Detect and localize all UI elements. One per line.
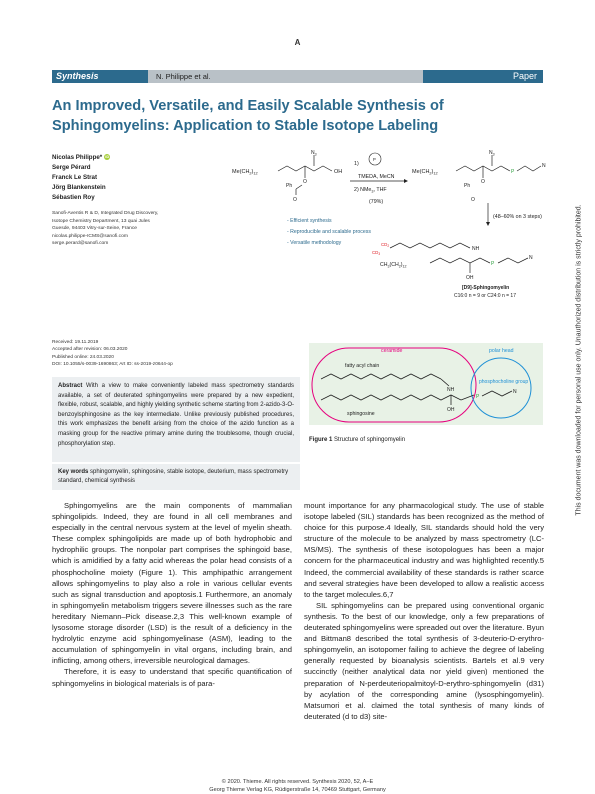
download-notice	[572, 70, 586, 650]
svg-text:O: O	[293, 197, 297, 203]
affiliation-line: Guesde, 94403 Vitry-sur-Seine, France	[52, 226, 137, 232]
author-list	[52, 153, 202, 203]
body-paragraph: Therefore, it is easy to understand that specific quantification of sphingomyelins in biological materials is of para-	[52, 667, 292, 688]
journal-header-bar	[52, 70, 543, 83]
author-name: Nicolas Philippe* iD	[52, 154, 110, 161]
page-footer	[0, 778, 595, 794]
svg-text:CD2: $CD_2$	[381, 242, 390, 249]
svg-text:Me(CH2)12: $Me(CH_2)_{12}$	[232, 169, 258, 176]
article-type: Paper	[423, 70, 543, 83]
graphical-abstract-scheme	[232, 145, 554, 305]
svg-text:OH: OH	[334, 169, 343, 175]
affiliation-line: Sanofi-Aventis R & D, Integrated Drug Discovery,	[52, 211, 159, 216]
svg-text:O: O	[303, 179, 307, 185]
svg-text:CH3(CH2)12: $CH_3(CH_2)_{12}$	[380, 262, 407, 269]
author-name: Serge Pérard	[52, 164, 91, 171]
email-link[interactable]: nicolas.philippe-ICMS@sanofi.com	[52, 233, 128, 239]
phosphocholine-label: phosphocholine group	[479, 379, 529, 385]
svg-text:N3: $N_3$	[311, 150, 317, 157]
body-column-right	[304, 500, 544, 782]
svg-text:O: O	[471, 197, 475, 203]
figure-caption-label: Figure 1	[309, 437, 333, 443]
svg-text:P: P	[491, 261, 495, 267]
svg-text:OH: OH	[466, 275, 474, 281]
header-authors: N. Philippe et al.	[156, 72, 211, 81]
hydroxyl-label: OH	[447, 407, 455, 413]
abstract-text: With a view to make conveniently labeled mass spectrometry standards available, a set of deuterated sphingomyelins were prepared by a new expedient, flexible, robust, scalable, and highly yielding synthetic scheme starting from 2-azido-3-O-benzoylsphingosine as the key intermediate. Unlike previously published procedures, this work emphasizes the benefit arising from the choice of the azido function as a masking group for the reactive primary amine during the troublesome, though crucial, phosphorylation step.	[58, 383, 294, 447]
svg-text:N: N	[542, 163, 546, 169]
affiliation-line: Isotope Chemistry Department, 13 quai Jules	[52, 218, 150, 224]
doi-link[interactable]: DOI: 10.1055/s-0039-1690863; Art ID: ss-2019-z0644-op	[52, 361, 173, 367]
ceramide-label: ceramide	[381, 348, 403, 354]
figure-1	[309, 343, 543, 425]
svg-text:N: N	[529, 255, 533, 261]
date-accepted: Accepted after revision: 06.03.2020	[52, 347, 128, 353]
author-name: Franck Le Strat	[52, 174, 98, 181]
orcid-icon[interactable]: iD	[105, 154, 110, 160]
body-column-left	[52, 500, 292, 782]
affiliation	[52, 210, 202, 248]
svg-text:P: P	[373, 157, 376, 162]
svg-text:P: P	[511, 169, 515, 175]
article-dates	[52, 339, 292, 368]
abstract-label: Abstract	[58, 383, 83, 389]
download-notice-text: This document was downloaded for personal use only. Unauthorized distribution is strictly prohibited.	[575, 204, 583, 516]
svg-text:O: O	[481, 179, 485, 185]
date-published: Published online: 24.03.2020	[52, 354, 114, 360]
copyright-line: © 2020. Thieme. All rights reserved. Synthesis 2020, 52, A–E	[221, 779, 374, 785]
date-received: Received: 19.11.2019	[52, 340, 99, 345]
figure-caption-text: Structure of sphingomyelin	[334, 437, 406, 443]
journal-name: Synthesis	[52, 70, 148, 83]
svg-text:Me(CH2)12: $Me(CH_2)_{12}$	[412, 169, 438, 176]
author-name: Sébastien Roy	[52, 194, 95, 201]
keywords-text: sphingomyelin, sphingosine, stable isotope, deuterium, mass spectrometry standard, chemical synthesis	[58, 469, 289, 484]
svg-text:- Efficient synthesis: - Efficient synthesis	[287, 218, 332, 224]
svg-text:[D9]-Sphingomyelin: [D9]-Sphingomyelin	[462, 285, 510, 291]
fatty-acyl-label: fatty acyl chain	[345, 363, 380, 369]
body-paragraph: SIL sphingomyelins can be prepared using conventional organic synthesis. To the best of our knowledge, only a few preparations of deuterated sphingomyelins were spreaded out over the literature. Byun and Bittman8 described the total synthesis of 3-deuterio-D-erythro-sphingomyelin, an isotopomer failing to achieve the degree of labeling generally requested by bioanalysis scientists. Bartels et al.9 very succinctly (neither analytical data nor yield given) mentioned the preparation of N-perdeuteriopalmitoyl-D-erythro-sphingomyelin (d31) by acylation of the corresponding amine (lysosphingomyelin). Matsumori et al. claimed the total synthesis of many kinds of deuterated (d to d3) site-	[304, 600, 544, 721]
svg-text:CD3: $CD_3$	[372, 250, 381, 257]
svg-text:1): 1)	[354, 161, 359, 167]
email-link[interactable]: serge.perard@sanofi.com	[52, 241, 109, 247]
article-title: An Improved, Versatile, and Easily Scalable Synthesis of Sphingomyelins: Application to Stable Isotope Labeling	[52, 98, 444, 134]
publisher-line: Georg Thieme Verlag KG, Rüdigerstraße 14, 70469 Stuttgart, Germany	[209, 787, 386, 793]
phosphorus-label: P	[476, 394, 480, 400]
svg-text:NH: NH	[472, 246, 480, 252]
author-name: Jörg Blankenstein	[52, 184, 106, 191]
keywords-label: Key words	[58, 469, 89, 475]
svg-text:C16:0 n = 9 or C24:0 n = 17: C16:0 n = 9 or C24:0 n = 17	[454, 293, 516, 299]
abstract-panel	[52, 377, 300, 462]
svg-text:- Reproducible and scalable pr: - Reproducible and scalable process	[287, 229, 371, 235]
svg-text:- Versatile methodology: - Versatile methodology	[287, 240, 342, 246]
svg-text:Ph: Ph	[464, 183, 471, 189]
svg-text:N3: $N_3$	[489, 150, 495, 157]
sphingosine-label: sphingosine	[347, 411, 375, 417]
svg-text:TMEDA, MeCN: TMEDA, MeCN	[358, 174, 395, 180]
figure-caption	[309, 437, 405, 443]
body-paragraph: mount importance for any pharmacological study. The use of stable isotope labeled (SIL) standards has been recognized as the method of choice for this purpose.4 Ideally, SIL standards should hold the very structure of the molecule to be analyzed by mass spectrometry (LC-MS/MS). The synthesis of these isotopologues has been a major concern for the pharmaceutical industry and was highlighted recently.5 Indeed, the commercial availability of these standards is rather scarce and several strategies have been developed to allow a realistic access to the target molecules.6,7	[304, 501, 544, 599]
top-mark: A	[294, 38, 301, 47]
svg-text:(48–60% on 3 steps): (48–60% on 3 steps)	[493, 214, 542, 220]
body-paragraph: Sphingomyelins are the main components of mammalian sphingolipids. Indeed, they are found in all cell membranes and especially in the central nervous system at the level of myelin sheath. These complex sphingolipids are made up of both hydrophobic and hydrophilic groups. The nonpolar part comprises the sphingoid base, which is amidified by a fatty acid whereas the polar head consists of a phosphocholine moiety (Figure 1). This amphipathic arrangement allows sphingomyelins to play also a role in various cellular events such as signal transduction and apoptosis.1 Furthermore, an anomaly in sphingomyelin metabolism triggers severe illnesses such as the rare hereditary Niemann–Pick disease.2,3 This well-known example of lysosome storage disorder (LSD) is the result of a deficiency in the hydrolytic enzyme acid sphingomyelinase (ASM), leading to the accumulation of sphingomyelin in vital organs, including brain, and inflicting, among others, irreversible neurological damages.	[52, 501, 292, 666]
svg-text:(79%): (79%)	[369, 199, 384, 205]
svg-text:2) NMe3, THF: 2) NMe$_3$, THF	[354, 187, 387, 194]
polar-head-label: polar head	[489, 348, 514, 354]
nitrogen-label: N	[513, 389, 517, 395]
sphingomyelin-structure-diagram	[309, 343, 543, 425]
amide-label: NH	[447, 387, 455, 393]
svg-text:Ph: Ph	[286, 183, 293, 189]
keywords-panel	[52, 464, 300, 490]
